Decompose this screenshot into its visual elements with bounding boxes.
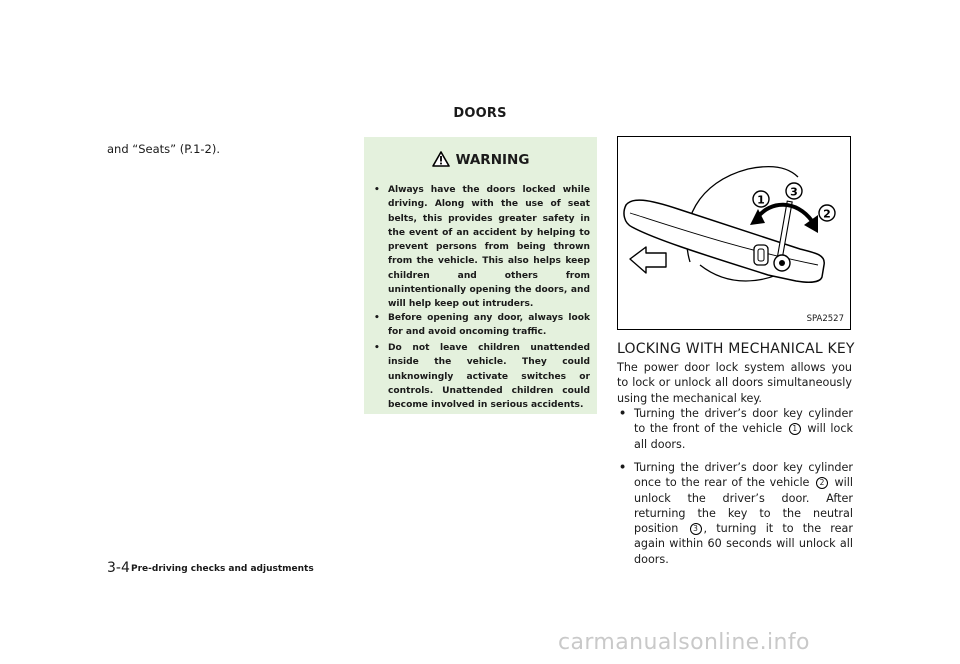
warning-item: [374, 183, 590, 312]
warning-item-text: Always have the doors locked while driving. Along with the use of seat belts, this provides greater safety in the event of an accident by helping to prevent persons from being thrown from the vehicle. This also helps keep children and others from unintentionally opening the doors, and will help keep out intruders.: [388, 185, 590, 310]
bullet: •: [374, 343, 380, 353]
svg-text:3: 3: [790, 185, 798, 199]
continuation-text: and “Seats” (P.1-2).: [107, 142, 220, 156]
warning-item-text: Before opening any door, always look for and avoid oncoming traffic.: [388, 313, 590, 338]
bullet: •: [619, 461, 627, 474]
warning-heading: [364, 151, 597, 168]
callout-2: [819, 205, 835, 221]
callout-3: [786, 183, 802, 199]
page-number: 3-4: [107, 560, 130, 576]
bullet: •: [619, 407, 627, 420]
callout-ref-3: 3: [690, 523, 702, 535]
callout-1: [753, 191, 769, 207]
list-item: [617, 406, 853, 452]
bullet: •: [374, 185, 380, 195]
figure-code: SPA2527: [806, 314, 844, 324]
key-cylinder-cover: [754, 245, 768, 265]
door-handle-figure: [617, 136, 851, 330]
warning-item-text: Do not leave children unattended inside the vehicle. They could unknowingly activate switches or controls. Unattended children could become involved in serious accidents.: [388, 343, 590, 411]
warning-triangle-icon: [432, 151, 450, 167]
subsection-heading: LOCKING WITH MECHANICAL KEY: [617, 341, 855, 357]
section-title: DOORS: [453, 106, 507, 121]
warning-title: WARNING: [455, 152, 530, 168]
intro-paragraph: The power door lock system allows you to lock or unlock all doors simultaneously using the mechanical key.: [617, 361, 852, 405]
list-item-text: Turning the driver’s door key cylinder to the front of the vehicle 1 will lock all doors.: [634, 407, 853, 451]
callout-ref-1: 1: [789, 423, 801, 435]
svg-text:2: 2: [823, 207, 831, 221]
door-handle-illustration: [618, 137, 850, 329]
door-handle-body: [624, 200, 824, 282]
front-direction-arrow: [630, 247, 666, 273]
warning-item: [374, 341, 590, 412]
svg-text:1: 1: [757, 193, 765, 207]
callout-ref-2: 2: [816, 477, 828, 489]
list-item-text: Turning the driver’s door key cylinder once to the rear of the vehicle 2 will unlock the driver’s door. After returning the key to the neutral position 3 , turning it to the rear again within 60 seconds will unlock all doors.: [634, 461, 854, 566]
warning-box: [364, 137, 597, 414]
list-item: [617, 460, 853, 567]
footer-section-title: Pre-driving checks and adjustments: [131, 564, 314, 574]
bullet: •: [374, 313, 380, 323]
warning-item: [374, 311, 590, 340]
watermark: carmanualsonline.info: [558, 630, 810, 655]
